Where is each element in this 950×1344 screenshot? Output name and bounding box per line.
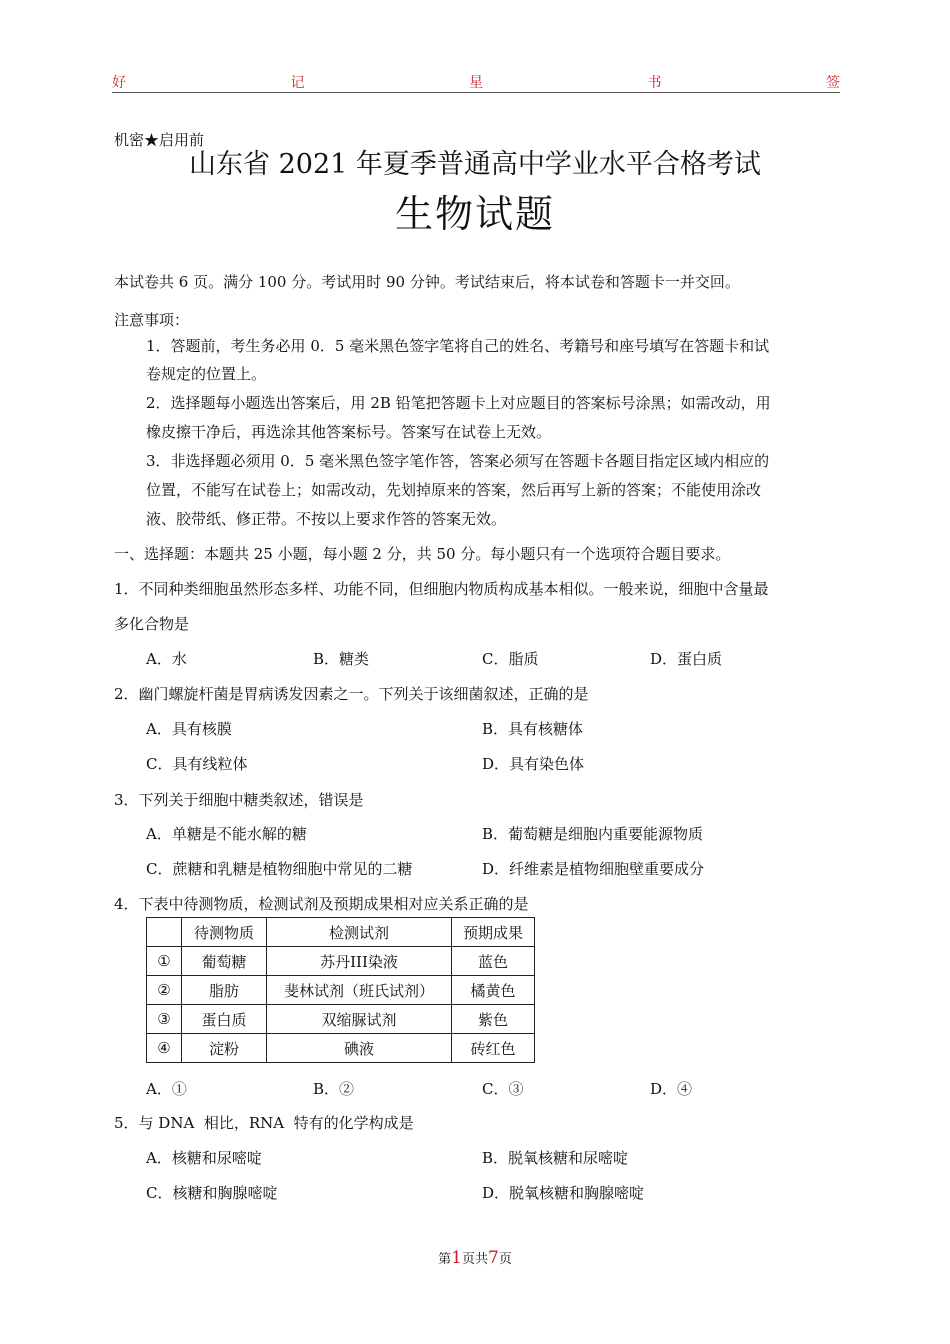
table-cell: 蓝色 bbox=[452, 947, 535, 976]
q1-option-b: B．糖类 bbox=[313, 650, 370, 668]
note-line: 液、胶带纸、修正带。不按以上要求作答的答案无效。 bbox=[146, 510, 507, 528]
q1-option-a: A．水 bbox=[146, 650, 187, 668]
note-line: 位置，不能写在试卷上；如需改动，先划掉原来的答案，然后再写上新的答案；不能使用涂改 bbox=[146, 481, 762, 499]
q3-option-d: D．纤维素是植物细胞壁重要成分 bbox=[482, 860, 705, 878]
footer-prefix: 第 bbox=[438, 1252, 452, 1267]
subject-title: 生物试题 bbox=[394, 192, 555, 236]
table-cell: 紫色 bbox=[452, 1005, 535, 1034]
q1-stem: 多化合物是 bbox=[114, 615, 190, 633]
table-header-cell: 预期成果 bbox=[452, 918, 535, 947]
table-cell: 碘液 bbox=[267, 1034, 452, 1063]
table-cell: 双缩脲试剂 bbox=[267, 1005, 452, 1034]
table-header-cell bbox=[147, 918, 182, 947]
q4-table bbox=[146, 917, 535, 1063]
note-line: 1．答题前，考生务必用 0．5 毫米黑色签字笔将自己的姓名、考籍号和座号填写在答题卡和试 bbox=[146, 337, 770, 355]
exam-title: 山东省 2021 年夏季普通高中学业水平合格考试 bbox=[189, 149, 761, 180]
q1-option-d: D．蛋白质 bbox=[650, 650, 723, 668]
table-row bbox=[147, 1005, 535, 1034]
table-cell: 淀粉 bbox=[182, 1034, 267, 1063]
footer-page-number: 1 bbox=[451, 1248, 462, 1268]
table-cell: 苏丹III染液 bbox=[267, 947, 452, 976]
note-line: 3．非选择题必须用 0．5 毫米黑色签字笔作答，答案必须写在答题卡各题目指定区域内相应的 bbox=[146, 452, 770, 470]
page-footer bbox=[0, 1248, 950, 1268]
intro-text: 本试卷共 6 页。满分 100 分。考试用时 90 分钟。考试结束后，将本试卷和答题卡一并交回。 bbox=[114, 273, 740, 291]
q3-option-c: C．蔗糖和乳糖是植物细胞中常见的二糖 bbox=[146, 860, 413, 878]
q1-stem: 1．不同种类细胞虽然形态多样、功能不同，但细胞内物质构成基本相似。一般来说，细胞中含量最 bbox=[114, 580, 769, 598]
table-cell: 脂肪 bbox=[182, 976, 267, 1005]
header-char: 签 bbox=[826, 75, 840, 91]
q2-option-d: D．具有染色体 bbox=[482, 755, 585, 773]
notes-title: 注意事项： bbox=[114, 311, 190, 329]
table-cell: 砖红色 bbox=[452, 1034, 535, 1063]
table-header-row bbox=[147, 918, 535, 947]
table-cell: 蛋白质 bbox=[182, 1005, 267, 1034]
note-line: 橡皮擦干净后，再选涂其他答案标号。答案写在试卷上无效。 bbox=[146, 423, 552, 441]
table-cell: ① bbox=[147, 947, 182, 976]
q5-option-d: D．脱氧核糖和胸腺嘧啶 bbox=[482, 1184, 645, 1202]
page-header bbox=[112, 72, 840, 93]
table-row bbox=[147, 1034, 535, 1063]
q4-option-b: B．② bbox=[313, 1080, 355, 1098]
q5-option-b: B．脱氧核糖和尿嘧啶 bbox=[482, 1149, 629, 1167]
q2-stem: 2．幽门螺旋杆菌是胃病诱发因素之一。下列关于该细菌叙述，正确的是 bbox=[114, 685, 589, 703]
table-cell: 橘黄色 bbox=[452, 976, 535, 1005]
q3-option-a: A．单糖是不能水解的糖 bbox=[146, 825, 307, 843]
header-char: 星 bbox=[469, 75, 483, 91]
table-row bbox=[147, 976, 535, 1005]
q3-stem: 3．下列关于细胞中糖类叙述，错误是 bbox=[114, 791, 364, 809]
table-row bbox=[147, 947, 535, 976]
q3-option-b: B．葡萄糖是细胞内重要能源物质 bbox=[482, 825, 704, 843]
section-heading: 一、选择题：本题共 25 小题，每小题 2 分，共 50 分。每小题只有一个选项符合题目要求。 bbox=[114, 545, 731, 563]
table-cell: ③ bbox=[147, 1005, 182, 1034]
q4-stem: 4．下表中待测物质，检测试剂及预期成果相对应关系正确的是 bbox=[114, 895, 529, 913]
q5-stem: 5．与 DNA 相比，RNA 特有的化学构成是 bbox=[114, 1114, 414, 1132]
table-cell: ② bbox=[147, 976, 182, 1005]
footer-middle: 页共 bbox=[461, 1252, 488, 1267]
note-line: 卷规定的位置上。 bbox=[146, 365, 267, 383]
q1-option-c: C．脂质 bbox=[482, 650, 539, 668]
q4-option-d: D．④ bbox=[650, 1080, 693, 1098]
q5-option-c: C．核糖和胸腺嘧啶 bbox=[146, 1184, 278, 1202]
header-char: 记 bbox=[290, 75, 305, 91]
table-cell: 斐林试剂（班氏试剂） bbox=[267, 976, 452, 1005]
table-cell: 葡萄糖 bbox=[182, 947, 267, 976]
header-char: 好 bbox=[112, 75, 126, 91]
table-header-cell: 检测试剂 bbox=[267, 918, 452, 947]
table-cell: ④ bbox=[147, 1034, 182, 1063]
q4-option-a: A．① bbox=[146, 1080, 187, 1098]
q2-option-c: C．具有线粒体 bbox=[146, 755, 248, 773]
q2-option-a: A．具有核膜 bbox=[146, 720, 232, 738]
q4-option-c: C．③ bbox=[482, 1080, 524, 1098]
q2-option-b: B．具有核糖体 bbox=[482, 720, 584, 738]
q5-option-a: A．核糖和尿嘧啶 bbox=[146, 1149, 262, 1167]
footer-total-pages: 7 bbox=[488, 1248, 499, 1268]
confidential-label: 机密★启用前 bbox=[114, 131, 205, 149]
note-line: 2．选择题每小题选出答案后，用 2B 铅笔把答题卡上对应题目的答案标号涂黑；如需改动，用 bbox=[146, 394, 771, 412]
footer-suffix: 页 bbox=[498, 1252, 512, 1267]
header-char: 书 bbox=[647, 75, 662, 91]
table-header-cell: 待测物质 bbox=[182, 918, 267, 947]
